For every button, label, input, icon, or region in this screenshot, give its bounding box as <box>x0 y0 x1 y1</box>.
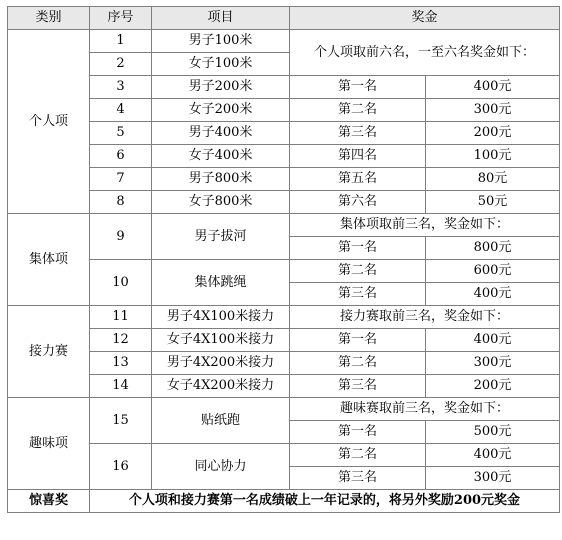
event-number: 15 <box>90 398 152 444</box>
prize-rank: 第三名 <box>290 122 426 145</box>
event-number: 10 <box>90 260 152 306</box>
event-number: 5 <box>90 122 152 145</box>
event-number: 4 <box>90 99 152 122</box>
prize-amount: 200元 <box>426 375 560 398</box>
event-name: 女子100米 <box>152 53 290 76</box>
event-number: 11 <box>90 306 152 329</box>
surprise-row <box>8 490 560 513</box>
event-name: 集体跳绳 <box>152 260 290 306</box>
event-number: 6 <box>90 145 152 168</box>
prize-amount: 100元 <box>426 145 560 168</box>
prize-amount: 300元 <box>426 352 560 375</box>
table-row <box>8 214 560 237</box>
prize-amount: 300元 <box>426 99 560 122</box>
header-number: 序号 <box>90 7 152 30</box>
prize-note-relay: 接力赛取前三名，奖金如下： <box>290 306 560 329</box>
category-individual: 个人项 <box>8 30 90 214</box>
surprise-text: 个人项和接力赛第一名成绩破上一年记录的，将另外奖励200元奖金 <box>90 490 560 513</box>
category-surprise: 惊喜奖 <box>8 490 90 513</box>
table-row <box>8 99 560 122</box>
table-row <box>8 352 560 375</box>
event-name: 同心协力 <box>152 444 290 490</box>
prize-rank: 第三名 <box>290 467 426 490</box>
table-row <box>8 145 560 168</box>
table-row <box>8 76 560 99</box>
prize-amount: 400元 <box>426 444 560 467</box>
event-name: 男子100米 <box>152 30 290 53</box>
event-number: 7 <box>90 168 152 191</box>
prize-amount: 400元 <box>426 283 560 306</box>
event-number: 13 <box>90 352 152 375</box>
prize-amount: 400元 <box>426 329 560 352</box>
event-number: 12 <box>90 329 152 352</box>
prize-rank: 第六名 <box>290 191 426 214</box>
prize-rank: 第三名 <box>290 283 426 306</box>
prize-amount: 500元 <box>426 421 560 444</box>
event-name: 男子拔河 <box>152 214 290 260</box>
event-number: 16 <box>90 444 152 490</box>
prize-rank: 第三名 <box>290 375 426 398</box>
category-fun: 趣味项 <box>8 398 90 490</box>
category-team: 集体项 <box>8 214 90 306</box>
table-row <box>8 168 560 191</box>
table-row <box>8 191 560 214</box>
prize-amount: 80元 <box>426 168 560 191</box>
prize-rank: 第二名 <box>290 99 426 122</box>
event-name: 女子400米 <box>152 145 290 168</box>
header-prize: 奖金 <box>290 7 560 30</box>
prize-note-team: 集体项取前三名，奖金如下： <box>290 214 560 237</box>
table-row <box>8 122 560 145</box>
event-name: 女子4X100米接力 <box>152 329 290 352</box>
header-event: 项目 <box>152 7 290 30</box>
table-row <box>8 306 560 329</box>
event-number: 2 <box>90 53 152 76</box>
prize-note-fun: 趣味赛取前三名，奖金如下： <box>290 398 560 421</box>
header-row <box>8 7 560 30</box>
event-number: 14 <box>90 375 152 398</box>
prize-amount: 50元 <box>426 191 560 214</box>
event-name: 男子200米 <box>152 76 290 99</box>
header-category: 类别 <box>8 7 90 30</box>
prize-rank: 第二名 <box>290 352 426 375</box>
table-row <box>8 329 560 352</box>
prize-amount: 300元 <box>426 467 560 490</box>
prize-rank: 第二名 <box>290 260 426 283</box>
event-name: 女子800米 <box>152 191 290 214</box>
prize-rank: 第一名 <box>290 76 426 99</box>
prize-amount: 800元 <box>426 237 560 260</box>
prize-rank: 第一名 <box>290 421 426 444</box>
event-number: 1 <box>90 30 152 53</box>
event-number: 8 <box>90 191 152 214</box>
table-row <box>8 398 560 421</box>
prize-amount: 600元 <box>426 260 560 283</box>
prize-rank: 第一名 <box>290 237 426 260</box>
prize-note-individual: 个人项取前六名，一至六名奖金如下： <box>290 30 560 76</box>
event-number: 9 <box>90 214 152 260</box>
prize-amount: 200元 <box>426 122 560 145</box>
table-row <box>8 260 560 283</box>
event-name: 女子200米 <box>152 99 290 122</box>
event-name: 男子800米 <box>152 168 290 191</box>
event-name: 贴纸跑 <box>152 398 290 444</box>
event-number: 3 <box>90 76 152 99</box>
event-name: 男子4X100米接力 <box>152 306 290 329</box>
event-name: 女子4X200米接力 <box>152 375 290 398</box>
event-name: 男子4X200米接力 <box>152 352 290 375</box>
prize-table <box>7 6 560 513</box>
table-row <box>8 30 560 53</box>
event-name: 男子400米 <box>152 122 290 145</box>
prize-rank: 第五名 <box>290 168 426 191</box>
prize-amount: 400元 <box>426 76 560 99</box>
prize-rank: 第一名 <box>290 329 426 352</box>
prize-rank: 第四名 <box>290 145 426 168</box>
prize-rank: 第二名 <box>290 444 426 467</box>
category-relay: 接力赛 <box>8 306 90 398</box>
table-row <box>8 444 560 467</box>
table-row <box>8 375 560 398</box>
